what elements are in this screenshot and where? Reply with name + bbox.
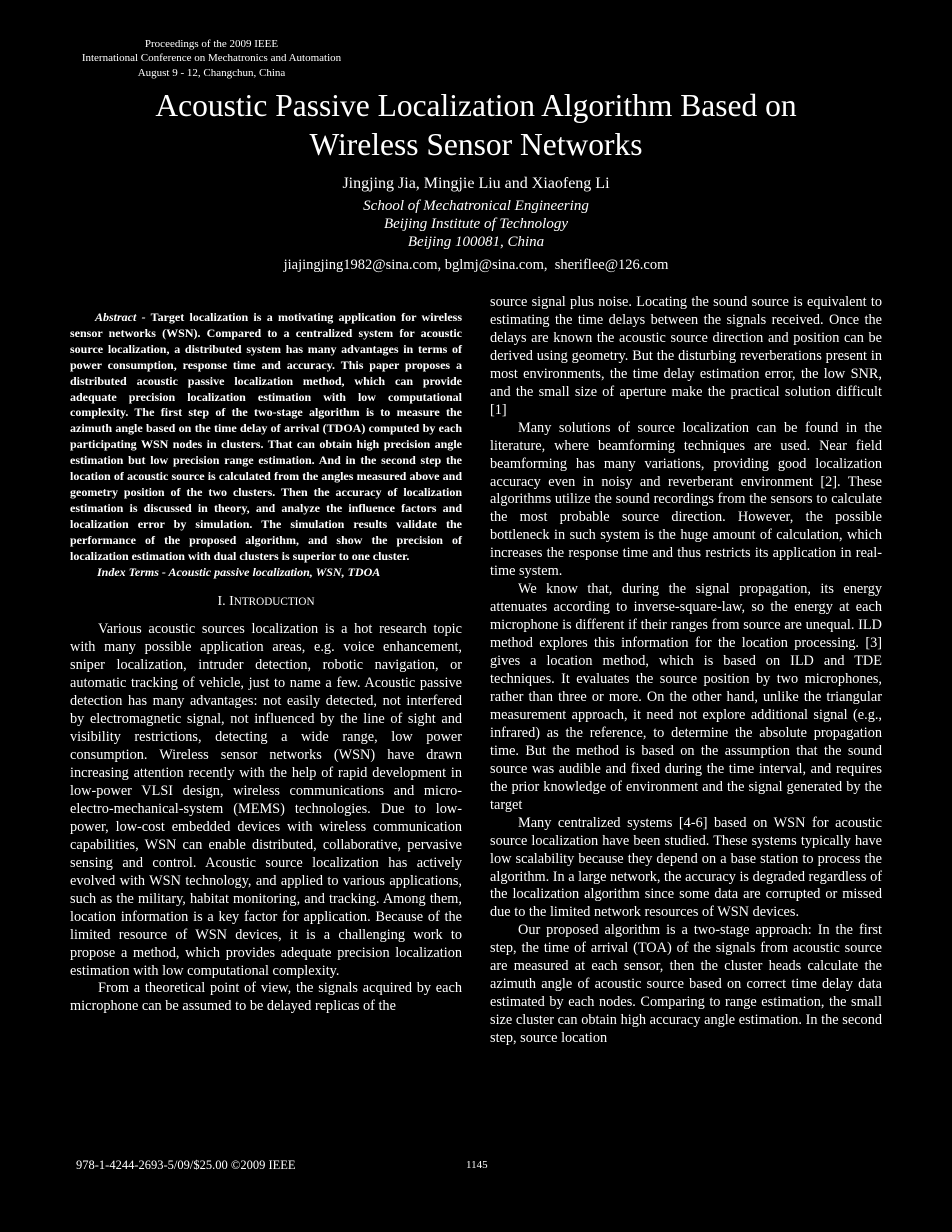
abstract xyxy=(70,310,462,565)
intro-paragraph-4: Many solutions of source localization can be found in the literature, where beamforming techniques are used. Near field beamforming has many variations, providing good localization accuracy even in noisy and reverberant environment [2]. These algorithms utilize the sound recordings from the sensors to calculate the most probable source direction. However, the possible bottleneck in such system is the huge amount of calculation, which increases the response time and thus restricts its application in real-time system. xyxy=(490,419,882,580)
intro-paragraph-2: From a theoretical point of view, the signals acquired by each microphone can be assumed to be delayed replicas of the xyxy=(70,980,462,1015)
section-heading-introduction xyxy=(70,593,462,611)
page-number: 1145 xyxy=(466,1159,488,1171)
authors: Jingjing Jia, Mingjie Liu and Xiaofeng Li xyxy=(342,175,610,192)
section-heading-smallcaps: NTRODUCTION xyxy=(233,596,315,609)
paper-title-line-1: Acoustic Passive Localization Algorithm Based on xyxy=(155,88,797,123)
footer-isbn: 978-1-4244-2693-5/09/$25.00 ©2009 IEEE xyxy=(76,1158,296,1172)
intro-paragraph-1: Various acoustic sources localization is a hot research topic with many possible application areas, e.g. voice enhancement, sniper localization, intruder detection, robotic navigation, or automatic tracking of vehicle, just to name a few. Acoustic passive detection has many advantages: not easily detected, not interfered by electromagnetic signal, not influenced by the line of sight and visibility restrictions, detecting a wide range, low power consumption. Wireless sensor networks (WSN) have drawn increasing attention recently with the help of rapid development in low-power VLSI design, wireless communications and micro-electro-mechanical-system (MEMS) technologies. Due to low-power, low-cost embedded devices with wireless communication capabilities, WSN can enable distributed, collaborative, pervasive sensing and control. Acoustic source localization has actively evolved with WSN technology, and applied to various applications, such as the military, habitat monitoring, and tracking. Among them, location information is a key factor for application. Because of the limited resource of WSN devices, it is a challenging work to propose a method, which provides adequate precision localization estimation with low computational complexity. xyxy=(70,621,462,979)
right-column xyxy=(490,294,882,1048)
affiliation-line-1: School of Mechatronical Engineering xyxy=(363,198,589,214)
affiliation-line-3: Beijing 100081, China xyxy=(407,233,545,250)
affiliation-line-2: Beijing Institute of Technology xyxy=(383,215,568,232)
conference-header xyxy=(60,37,363,80)
conference-line-1: Proceedings of the 2009 IEEE xyxy=(144,38,279,50)
affiliation xyxy=(60,198,892,251)
conference-line-2: International Conference on Mechatronics and Automation xyxy=(81,52,342,65)
index-terms: Index Terms - Acoustic passive localization, WSN, TDOA xyxy=(97,564,381,579)
intro-paragraph-3: source signal plus noise. Locating the sound source is equivalent to estimating the time delays between the signals received. Once the delays are known the acoustic source direction and position can be derived using geometry. But the disturbing reverberations present in most environments, the time delay estimation error, the low SNR, and the small size of aperture make the practical solution difficult [1] xyxy=(490,294,882,418)
author-emails: jiajingjing1982@sina.com, bglmj@sina.com, sheriflee@126.com xyxy=(283,257,669,273)
intro-paragraph-5: We know that, during the signal propagation, its energy attenuates according to inverse-square-law, so the energy at each microphone is different if their ranges from source are unequal. ILD method explores this information for the location processing. [3] gives a location method, which is based on ILD and TDE techniques. It evaluates the source position by two microphones, rather than three or more. On the other hand, unlike the triangular measurement approach, it need not explore additional signal (e.g., infrared) as the reference, to determine the absolute propagation time. But the method is based on the assumption that the sound source was audible and fixed during the time interval, and requires the prior knowledge of environment and the signal generated by the target xyxy=(490,581,882,813)
conference-line-3: August 9 - 12, Changchun, China xyxy=(137,66,286,79)
left-column xyxy=(70,310,462,1016)
abstract-label: Abstract - xyxy=(95,310,146,324)
section-heading-number: I. I xyxy=(217,594,234,610)
abstract-text: Target localization is a motivating application for wireless sensor networks (WSN). Compared to a centralized system for acoustic source localization, a distributed system has many advantages in terms of power consumption, response time and accuracy. This paper proposes a distributed acoustic passive localization method, which can provide adequate precision localization estimation with low computational complexity. The first step of the two-stage algorithm is to measure the azimuth angle based on the time delay of arrival (TDOA) computed by each participating WSN nodes in clusters. That can obtain high precision angle estimation but low precision range estimation. And in the second step the location of acoustic source is calculated from the angles measured above and geometry position of the two clusters. Then the accuracy of localization estimation is discussed in theory, and analyze the influence factors and localization error by simulation. The simulation results validate the performance of the proposed algorithm, and show the precision of localization estimation with dual clusters is superior to one cluster. xyxy=(70,310,462,563)
intro-paragraph-6: Many centralized systems [4-6] based on WSN for acoustic source localization have been studied. These systems typically have low scalability because they depend on a base station to process the algorithm. In a large network, the accuracy is degraded regardless of the localization algorithm since some data are corrupted or missed due to the limited network resources of WSN devices. xyxy=(490,814,882,921)
paper-title xyxy=(60,86,892,164)
paper-title-line-2: Wireless Sensor Networks xyxy=(309,127,643,162)
intro-paragraph-7: Our proposed algorithm is a two-stage approach: In the first step, the time of arrival (TOA) of the signals from acoustic source are measured at each sensor, then the cluster heads calculate the azimuth angle of acoustic source based on correct time delay data estimated by each nodes. Comparing to range estimation, the small size cluster can obtain high accuracy angle estimation. In the second step, source location xyxy=(490,922,882,1047)
